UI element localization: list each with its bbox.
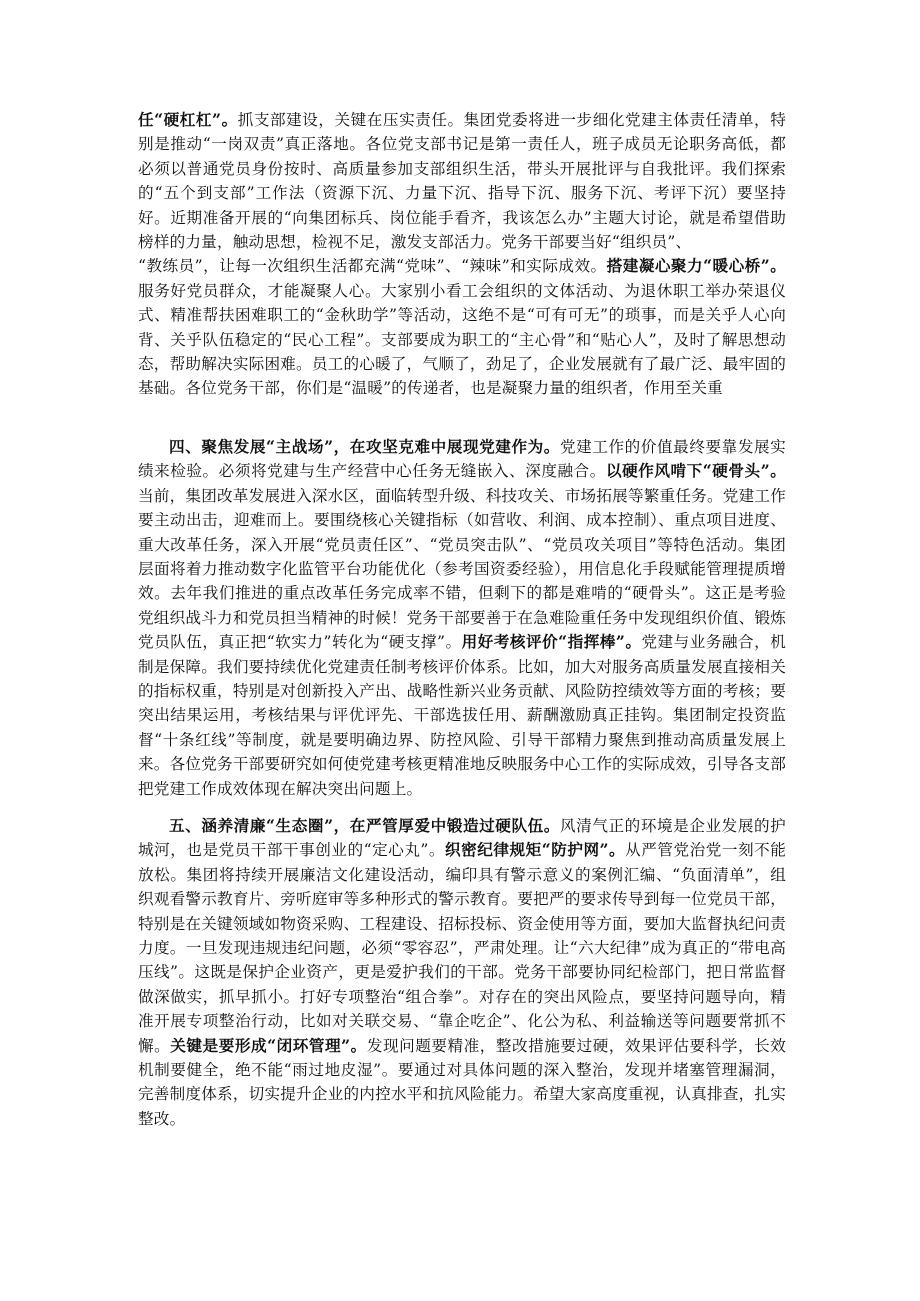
bold-heading: 搭建凝心聚力“暖心桥”。 <box>606 256 786 276</box>
paragraph-text: 风清气正的环境是企业发展的护城河，也是党员干部干事创业的“定心丸”。 <box>138 816 786 860</box>
paragraph-text: 发现问题要精准，整改措施要过硬，效果评估要科学，长效机制要健全，绝不能“雨过地皮湿”。要通过对具体问题的深入整治，发现并堵塞管理漏洞，完善制度体系，切实提升企业的内控水平和抗风险能力。希望大家高度重视，认真排查，扎实整改。 <box>138 1036 787 1128</box>
paragraph-text: 抓支部建设，关键在压实责任。集团党委将进一步细化党建主体责任清单，特别是推动“一岗双责”真正落地。各位党支部书记是第一责任人，班子成员无论职务高低，都必须以普通党员身份按时、高质量参加支部组织生活，带头开展批评与自我批评。我们探索的“五个到支部”工作法（资源下沉、力量下沉、指导下沉、服务下沉、考评下沉）要坚持好。近期准备开展的“向集团标兵、岗位能手看齐，我该怎么办”主题大讨论，就是希望借助榜样的力量，触动思想，检视不足，激发支部活力。党务干部要当好“组织员”、 <box>138 111 786 252</box>
section-five <box>138 814 786 1131</box>
paragraph-text: 从严管党治党一刻不能放松。集团将持续开展廉洁文化建设活动，编印具有警示意义的案例汇编、“负面清单”，组织观看警示教育片、旁听庭审等多种形式的警示教育。要把严的要求传导到每一位党员干部，特别是在关键领域如物资采购、工程建设、招标投标、资金使用等方面，要加大监督执纪问责力度。一旦发现违规违纪问题，必须“零容忍”，严肃处理。让“六大纪律”成为真正的“带电高压线”。这既是保护企业资产，更是爱护我们的干部。党务干部要协同纪检部门，把日常监督做深做实，抓早抓小。打好专项整治“组合拳”。对存在的突出风险点，要坚持问题导向，精准开展专项整治行动，比如对关联交易、“靠企吃企”、化公为私、利益输送等问题要常抓不懈。 <box>138 841 786 1055</box>
paragraph-text: 党建工作的价值最终要靠发展实绩来检验。必须将党建与生产经营中心任务无缝嵌入、深度融合。 <box>138 437 786 481</box>
section-four <box>138 435 786 801</box>
paragraph-text: 党建与业务融合，机制是保障。我们要持续优化党建责任制考核评价体系。比如，加大对服务高质量发展直接相关的指标权重，特别是对创新投入产出、战略性新兴业务贡献、风险防控绩效等方面的考核；要突出结果运用，考核结果与评优评先、干部选拔任用、薪酬激励真正挂钩。集团制定投资监督“十条红线”等制度，就是要明确边界、防控风险、引导干部精力聚焦到推动高质量发展上来。各位党务干部要研究如何使党建考核更精准地反映服务中心工作的实际成效，引导各支部把党建工作成效体现在解决突出问题上。 <box>138 633 786 798</box>
bold-heading: 织密纪律规矩“防护网”。 <box>445 840 626 860</box>
bold-heading: 任“硬杠杠”。 <box>138 110 238 129</box>
section-heading: 四、聚焦发展“主战场”，在攻坚克难中展现党建作为。 <box>169 436 560 456</box>
paragraph-warm-bridge <box>138 254 786 400</box>
bold-heading: 用好考核评价“指挥棒”。 <box>461 632 642 652</box>
bold-heading: 关键是要形成“闭环管理”。 <box>170 1035 367 1055</box>
paragraph-text: “教练员”，让每一次组织生活都充满“党味”、“辣味”和实际成效。 <box>138 257 607 276</box>
bold-heading: 以硬作风啃下“硬骨头”。 <box>605 461 786 481</box>
document-body <box>138 108 786 1131</box>
paragraph-branch-responsibility <box>138 108 786 254</box>
paragraph-text: 服务好党员群众，才能凝聚人心。大家别小看工会组织的文体活动、为退休职工举办荣退仪式、精准帮扶困难职工的“金秋助学”等活动，这绝不是“可有可无”的琐事，而是关乎人心向背、关乎队伍稳定的“民心工程”。支部要成为职工的“主心骨”和“贴心人”，及时了解思想动态，帮助解决实际困难。员工的心暖了，气顺了，劲足了，企业发展就有了最广泛、最牢固的基础。各位党务干部，你们是“温暖”的传递者，也是凝聚力量的组织者，作用至关重 <box>138 281 786 398</box>
paragraph-text: 当前，集团改革发展进入深水区，面临转型升级、科技攻关、市场拓展等繁重任务。党建工作要主动出击，迎难而上。要围绕核心关键指标（如营收、利润、成本控制）、重点项目进度、重大改革任务，深入开展“党员责任区”、“党员突击队”、“党员攻关项目”等特色活动。集团层面将着力推动数字化监管平台功能优化（参考国资委经验），用信息化手段赋能管理提质增效。去年我们推进的重点改革任务完成率不错，但剩下的都是难啃的“硬骨头”。这正是考验党组织战斗力和党员担当精神的时候！党务干部要善于在急难险重任务中发现组织价值、锻炼党员队伍，真正把“软实力”转化为“硬支撑”。 <box>138 486 786 652</box>
section-heading: 五、涵养清廉“生态圈”，在严管厚爱中锻造过硬队伍。 <box>169 815 560 835</box>
